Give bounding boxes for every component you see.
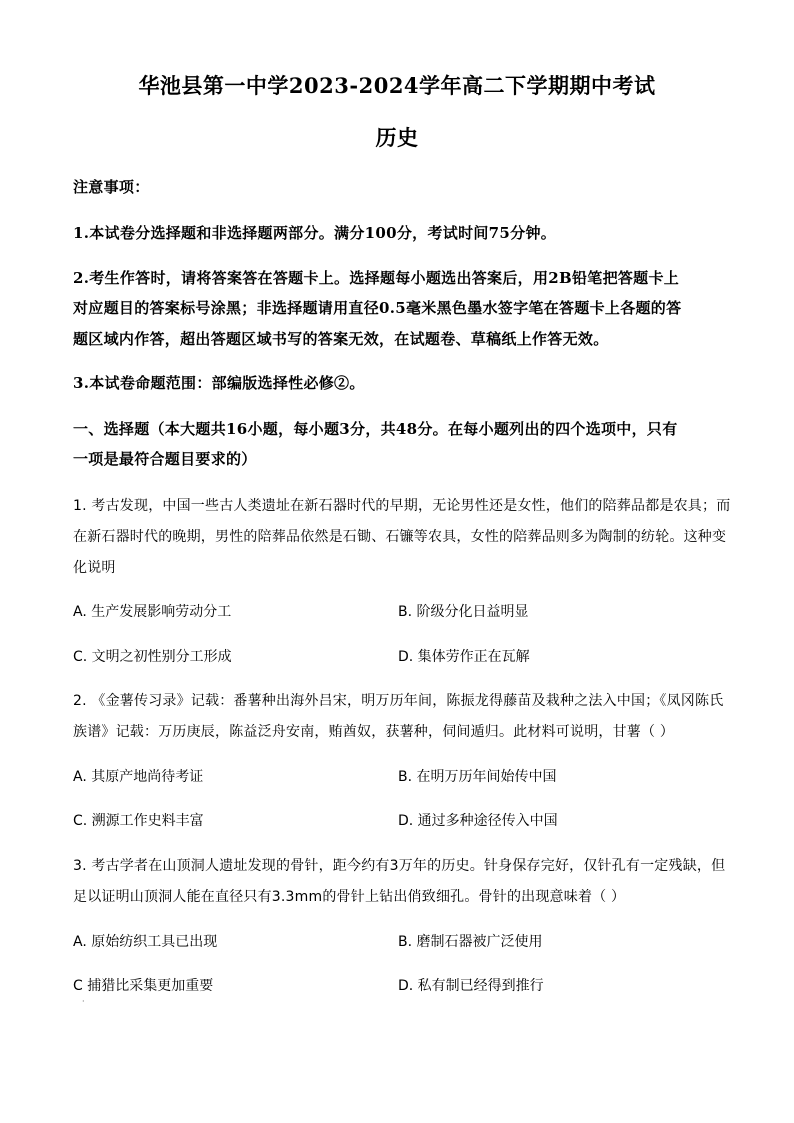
section-heading-line-2: 一项是最符合题目要求的） (73, 450, 257, 468)
notice-item-2-line-3: 题区域内作答，超出答题区域书写的答案无效，在试题卷、草稿纸上作答无效。 (73, 330, 609, 348)
section-heading-line-1: 一、选择题（本大题共16小题，每小题3分，共48分。在每小题列出的四个选项中，只有 (73, 420, 678, 438)
question-3-option-d: D. 私有制已经得到推行 (398, 978, 544, 994)
question-2-option-d: D. 通过多种途径传入中国 (398, 813, 558, 829)
question-3-line-1: 3. 考古学者在山顶洞人遗址发现的骨针，距今约有3万年的历史。针身保存完好，仅针孔有一定残缺，但 (73, 858, 726, 874)
notice-item-2-line-2: 对应题目的答案标号涂黑；非选择题请用直径0.5毫米黑色墨水签字笔在答题卡上各题的答 (73, 299, 682, 317)
question-2-option-b: B. 在明万历年间始传中国 (398, 769, 557, 785)
notice-item-3: 3.本试卷命题范围：部编版选择性必修②。 (73, 374, 365, 392)
question-3-option-c: C 捕猎比采集更加重要 (73, 978, 214, 994)
notice-item-1: 1.本试卷分选择题和非选择题两部分。满分100分，考试时间75分钟。 (73, 224, 557, 242)
notice-heading: 注意事项： (73, 178, 150, 196)
question-1-option-d: D. 集体劳作正在瓦解 (398, 649, 530, 665)
question-3-option-b: B. 磨制石器被广泛使用 (398, 934, 543, 950)
stray-dot-mark: · (82, 997, 85, 1006)
question-1-line-1: 1. 考古发现，中国一些古人类遗址在新石器时代的早期，无论男性还是女性，他们的陪葬品都是农具；而 (73, 498, 731, 514)
question-3-option-a: A. 原始纺织工具已出现 (73, 934, 218, 950)
question-2-option-c: C. 溯源工作史料丰富 (73, 813, 204, 829)
question-1-option-c: C. 文明之初性别分工形成 (73, 649, 232, 665)
question-1-line-3: 化说明 (73, 560, 116, 576)
exam-title: 华池县第一中学2023-2024学年高二下学期期中考试 (138, 73, 656, 98)
question-1-option-b: B. 阶级分化日益明显 (398, 604, 529, 620)
question-2-option-a: A. 其原产地尚待考证 (73, 769, 204, 785)
exam-subject: 历史 (375, 125, 419, 150)
notice-item-2-line-1: 2.考生作答时，请将答案答在答题卡上。选择题每小题选出答案后，用2B铅笔把答题卡上 (73, 269, 680, 287)
question-3-line-2: 足以证明山顶洞人能在直径只有3.3mm的骨针上钻出俏致细孔。骨针的出现意味着（ ） (73, 889, 626, 905)
question-2-line-1: 2. 《金薯传习录》记载：番薯种出海外吕宋，明万历年间，陈振龙得藤苗及栽种之法入中国；《凤冈陈氏 (73, 693, 724, 709)
question-1-option-a: A. 生产发展影响劳动分工 (73, 604, 232, 620)
question-1-line-2: 在新石器时代的晚期，男性的陪葬品依然是石锄、石镰等农具，女性的陪葬品则多为陶制的纺轮。这种变 (73, 529, 727, 545)
question-2-line-2: 族谱》记载：万历庚辰，陈益泛舟安南，贿酋奴，获薯种，伺间遁归。此材料可说明，甘薯（ ） (73, 724, 675, 740)
